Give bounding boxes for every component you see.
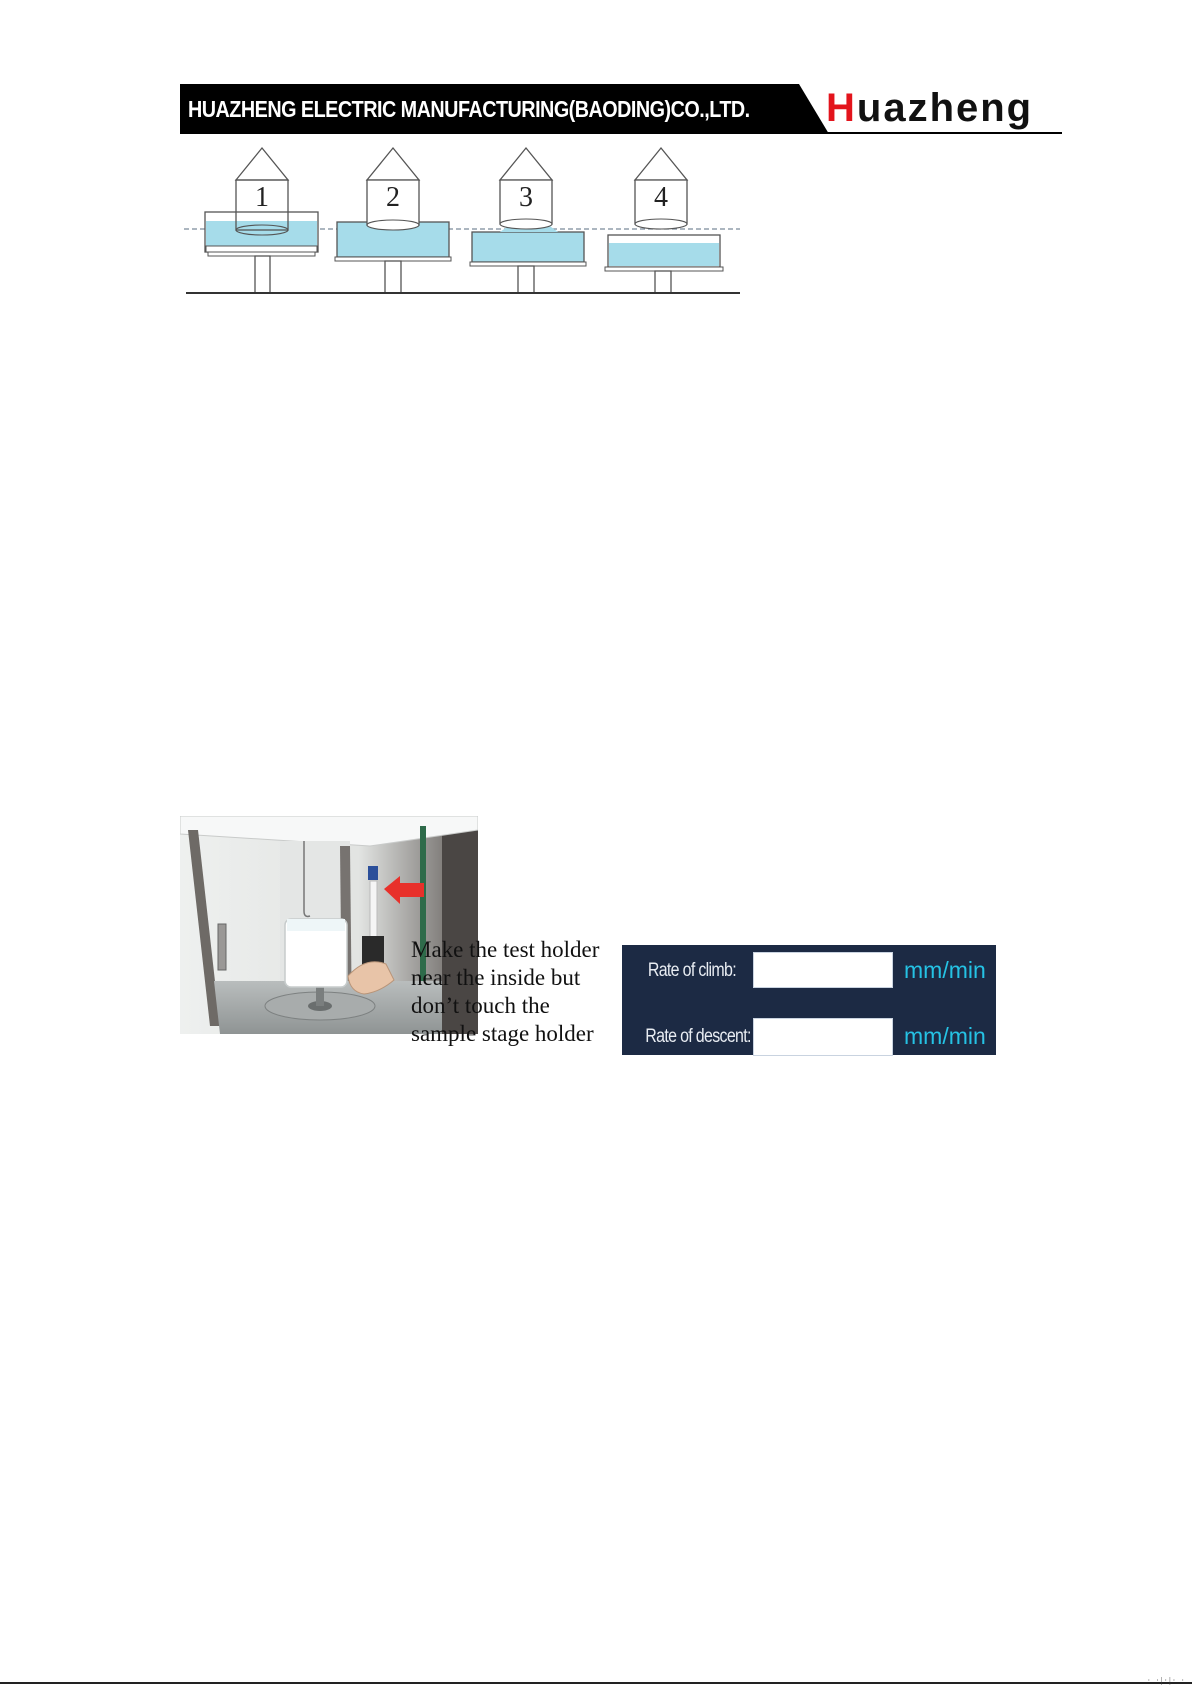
stage-2 xyxy=(335,148,451,293)
immersion-stage-diagram xyxy=(180,140,750,295)
brand-initial: H xyxy=(826,86,857,130)
instruction-line-4: sample stage holder xyxy=(411,1021,594,1046)
brand-logo xyxy=(826,86,1033,131)
rate-of-descent-row xyxy=(622,1018,996,1056)
page-header xyxy=(180,84,1062,134)
rate-of-climb-input[interactable] xyxy=(753,952,893,988)
header-rule xyxy=(180,132,1062,134)
footer-rule xyxy=(0,1682,1192,1684)
stage-label-4: 4 xyxy=(654,182,668,213)
brand-rest: uazheng xyxy=(856,86,1034,130)
stage-1 xyxy=(205,148,318,293)
rate-of-descent-unit: mm/min xyxy=(904,1023,986,1049)
rate-settings-panel xyxy=(622,945,996,1055)
stage-label-3: 3 xyxy=(519,182,533,213)
rate-of-descent-input[interactable] xyxy=(753,1018,893,1056)
header-band-tail xyxy=(779,84,829,134)
company-name: HUAZHENG ELECTRIC MANUFACTURING(BAODING)CO.,LTD. xyxy=(188,96,750,122)
instruction-line-2: near the inside but xyxy=(411,965,581,990)
stage-label-1: 1 xyxy=(255,182,269,213)
stage-label-2: 2 xyxy=(386,182,400,213)
stage-3 xyxy=(470,148,586,293)
footer-marks: · ·|·|· · xyxy=(1147,1676,1186,1685)
rate-of-climb-label: Rate of climb: xyxy=(647,960,736,981)
instruction-line-1: Make the test holder xyxy=(411,937,600,962)
rate-of-climb-row xyxy=(622,952,996,990)
stage-4 xyxy=(605,148,723,293)
rate-of-climb-unit: mm/min xyxy=(904,957,986,983)
instruction-text xyxy=(411,936,625,1048)
rate-of-descent-label: Rate of descent: xyxy=(645,1026,751,1047)
instruction-line-3: don’t touch the xyxy=(411,993,550,1018)
